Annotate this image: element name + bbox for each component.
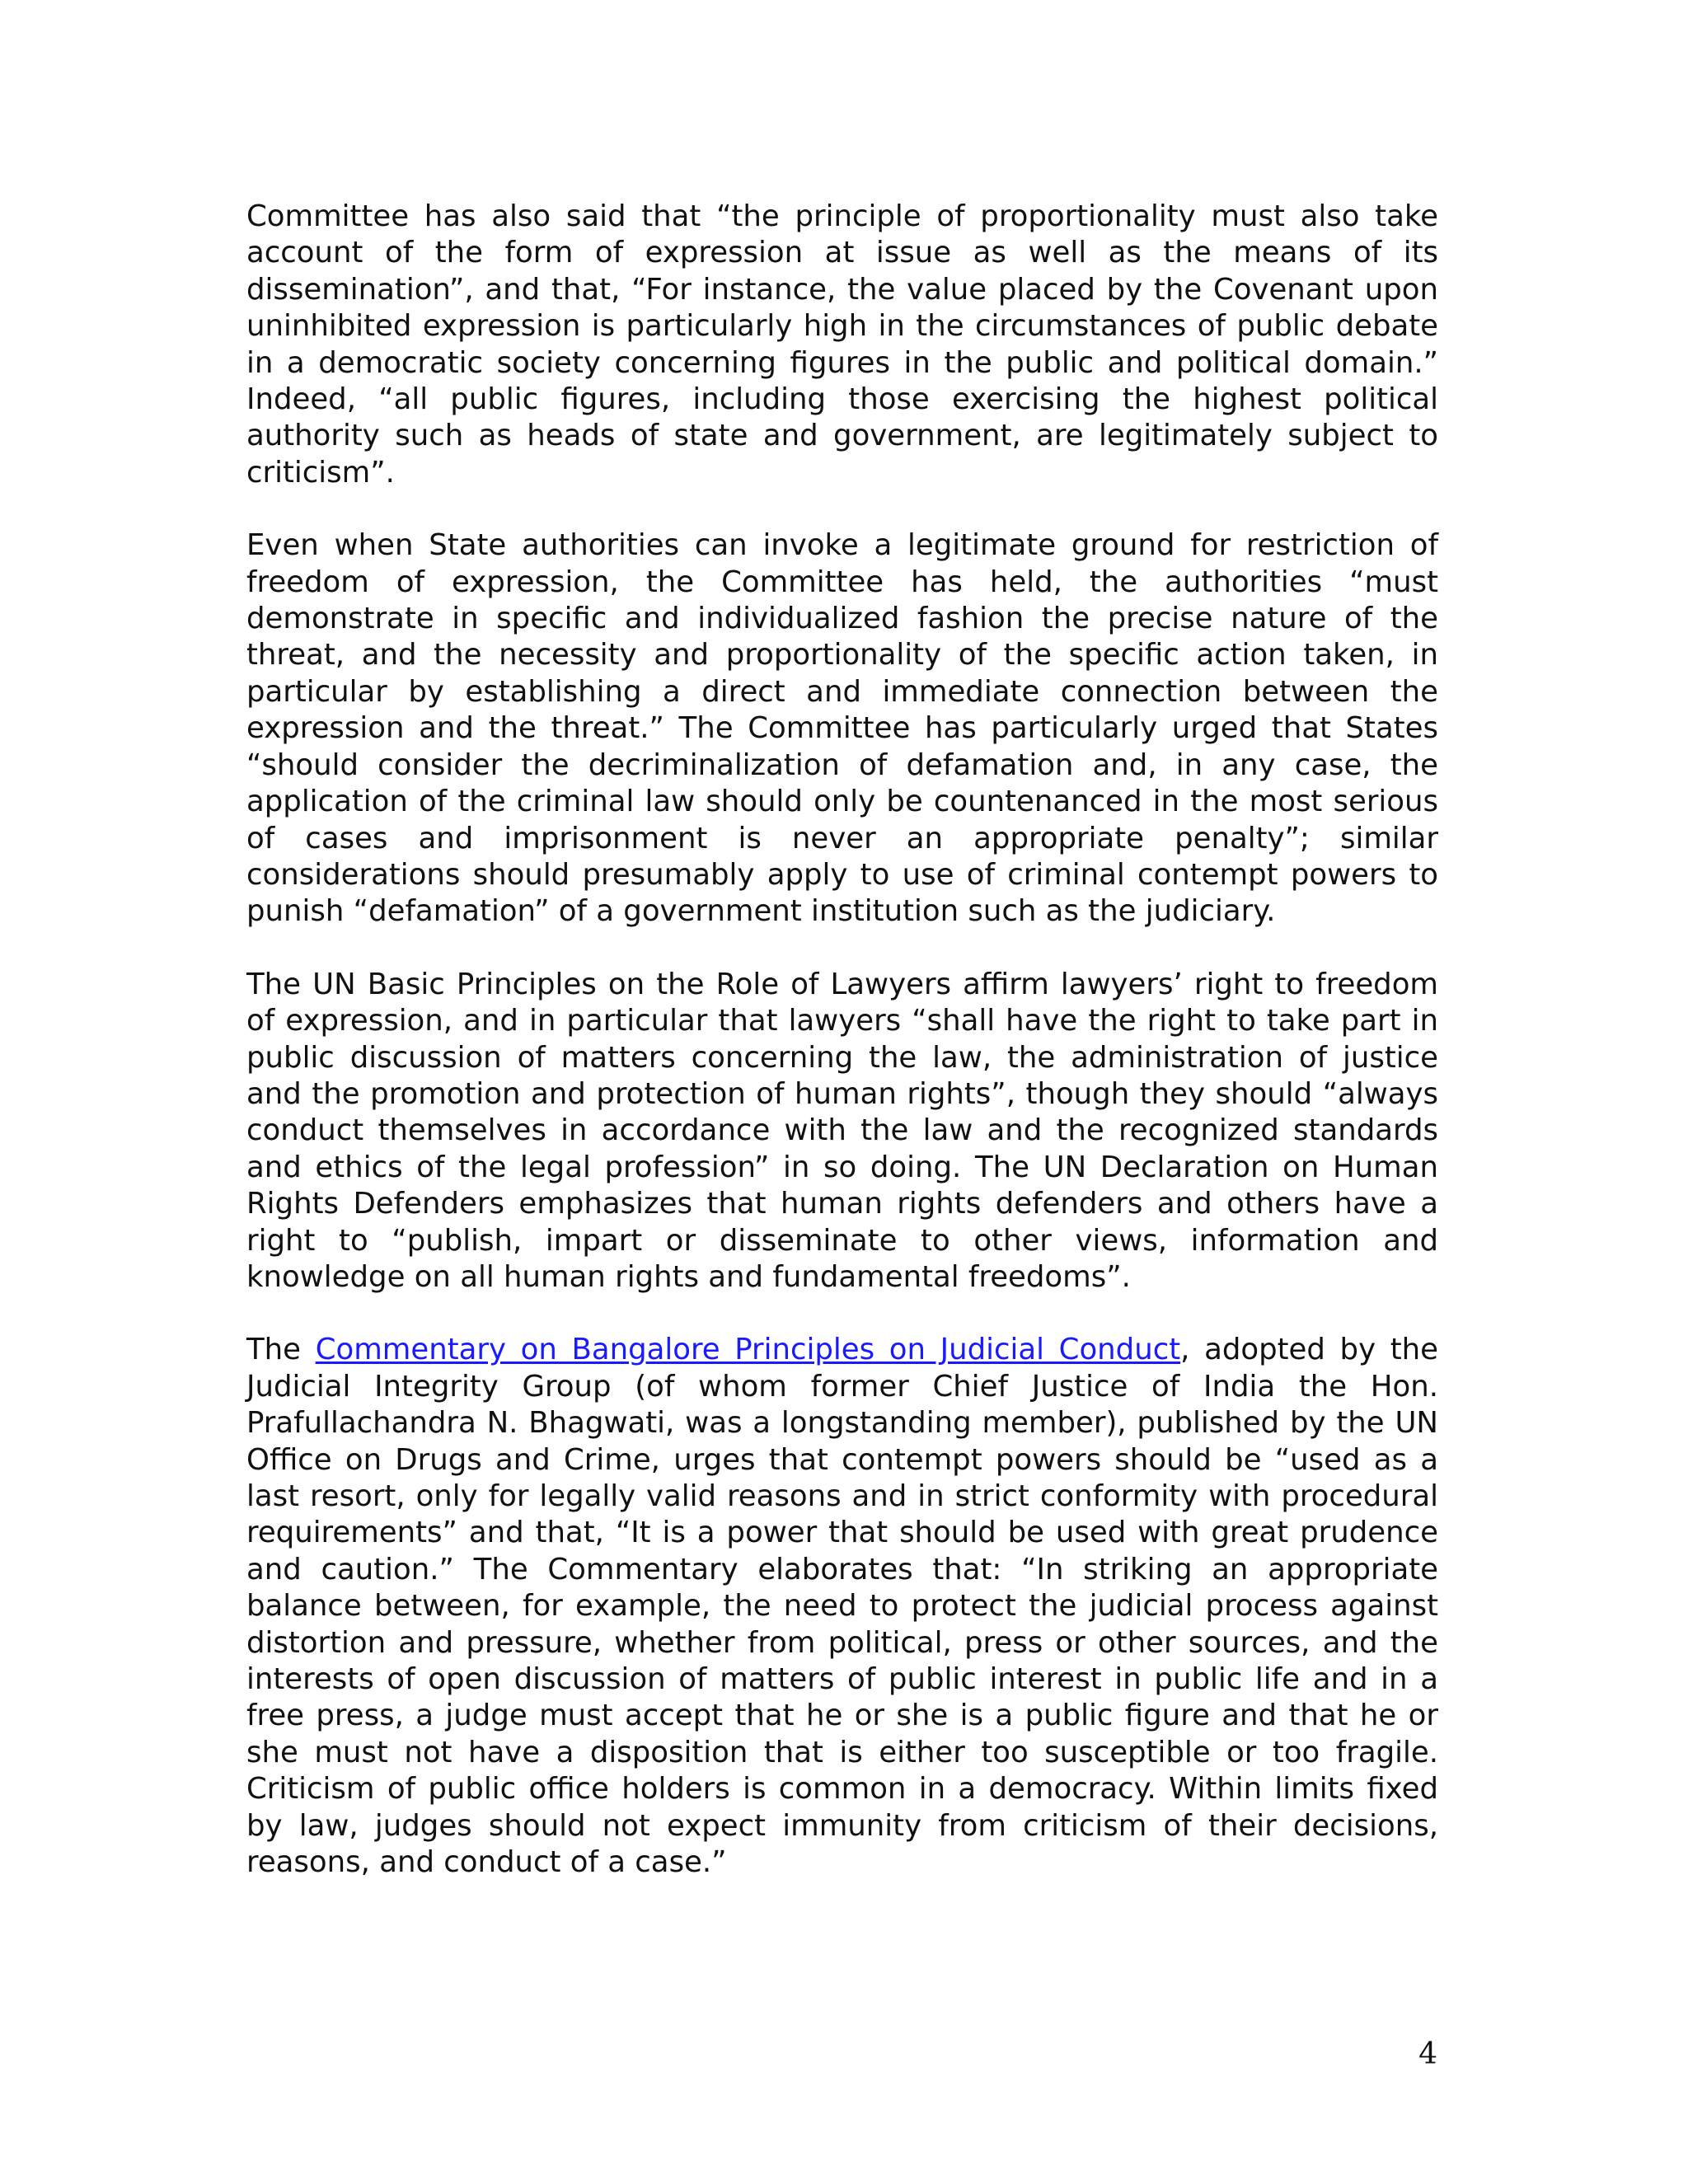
page-number: 4 [1418,2037,1437,2071]
paragraph-body-text: , adopted by the Judicial Integrity Group (of whom former Chief Justice of India the Hon. Prafullachandra N. Bhagwati, was a longstanding member), published by the UN Office on Drugs and Crime, urges that contempt powers should be “used as a last resort, only for legally valid reasons and in strict conformity with procedural requirements” and that, “It is a power that should be used with great prudence and caution.” The Commentary elaborates that: “In striking an appropriate balance between, for example, the need to protect the judicial process against distortion and pressure, whether from political, press or other sources, and the interests of open discussion of matters of public interest in public life and in a free press, a judge must accept that he or she is a public figure and that he or she must not have a disposition that is either too susceptible or too fragile. Criticism of public office holders is common in a democracy. Within limits fixed by law, judges should not expect immunity from criticism of their decisions, reasons, and conduct of a case.” [246,1333,1439,1880]
bangalore-commentary-link[interactable]: Commentary on Bangalore Principles on Judicial Conduct [315,1333,1181,1367]
paragraph-proportionality: Committee has also said that “the principle of proportionality must also take account of the form of expression at issue as well as the means of its dissemination”, and that, “For instance, the value placed by the Covenant upon uninhibited expression is particularly high in the circumstances of public debate in a democratic society concerning figures in the public and political domain.” Indeed, “all public figures, including those exercising the highest political authority such as heads of state and government, are legitimately subject to criticism”. [246,199,1438,490]
page-body [246,199,1438,1881]
paragraph-lead-text: The [246,1333,316,1367]
paragraph-bangalore-commentary [246,1332,1438,1881]
paragraph-restriction-grounds: Even when State authorities can invoke a legitimate ground for restriction of freedom of expression, the Committee has held, the authorities “must demonstrate in specific and individualized fashion the precise nature of the threat, and the necessity and proportionality of the specific action taken, in particular by establishing a direct and immediate connection between the expression and the threat.” The Committee has particularly urged that States “should consider the decriminalization of defamation and, in any case, the application of the criminal law should only be countenanced in the most serious of cases and imprisonment is never an appropriate penalty”; similar considerations should presumably apply to use of criminal contempt powers to punish “defamation” of a government institution such as the judiciary. [246,528,1438,929]
paragraph-un-basic-principles: The UN Basic Principles on the Role of Lawyers affirm lawyers’ right to freedom of expression, and in particular that lawyers “shall have the right to take part in public discussion of matters concerning the law, the administration of justice and the promotion and protection of human rights”, though they should “always conduct themselves in accordance with the law and the recognized standards and ethics of the legal profession” in so doing. The UN Declaration on Human Rights Defenders emphasizes that human rights defenders and others have a right to “publish, impart or disseminate to other views, information and knowledge on all human rights and fundamental freedoms”. [246,967,1438,1294]
